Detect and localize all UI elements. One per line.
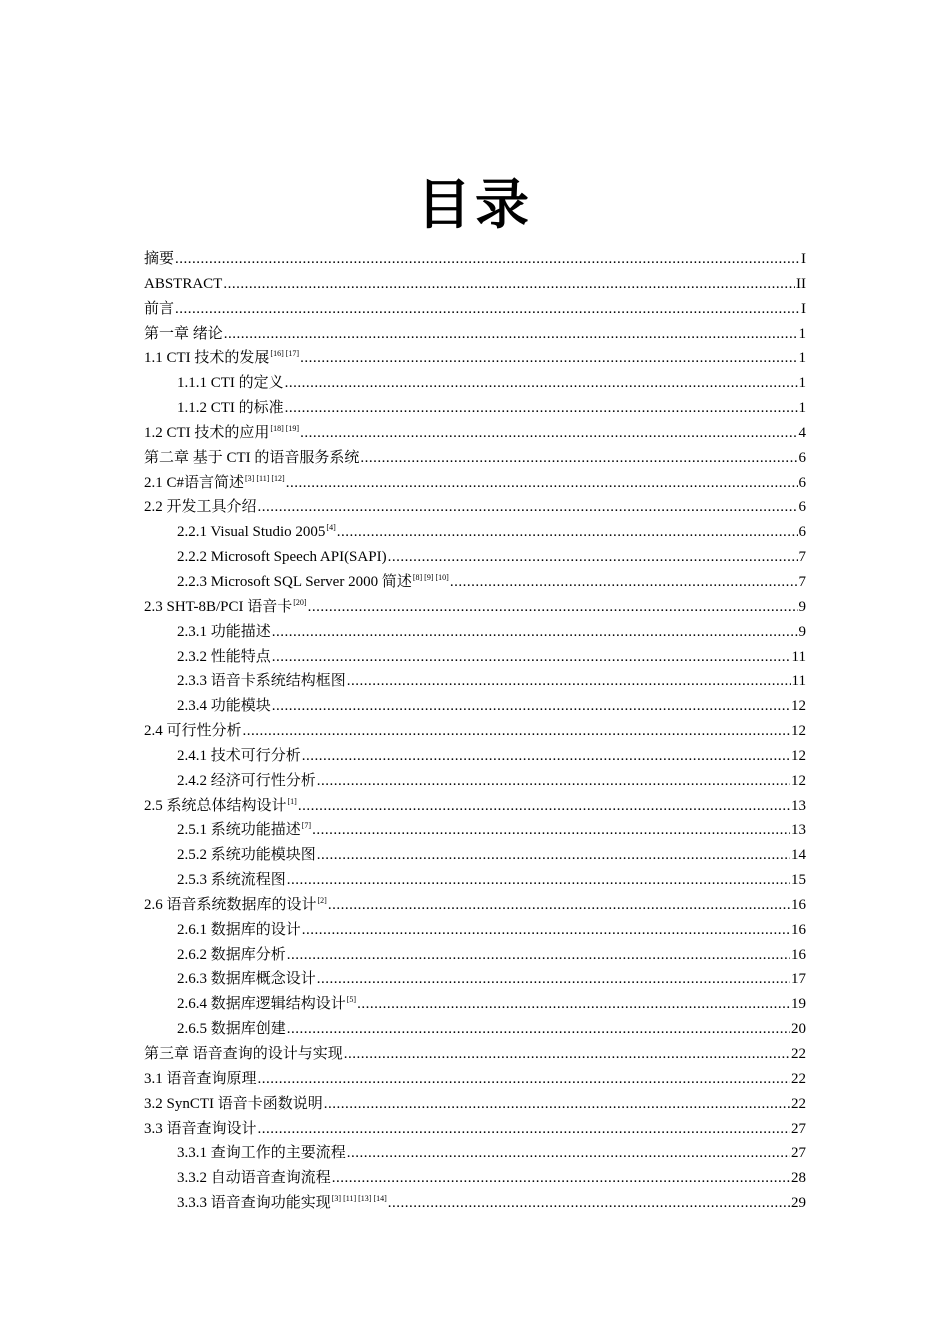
dot-leader <box>285 371 798 396</box>
toc-page-number: 16 <box>791 946 806 963</box>
citation-superscript: [20] <box>293 597 307 607</box>
toc-page-number: 4 <box>798 424 806 441</box>
dot-leader <box>287 943 790 968</box>
dot-leader <box>298 794 790 819</box>
toc-entry-label <box>177 967 316 992</box>
toc-entry-text: 2.3.4 功能模块 <box>177 698 271 715</box>
toc-entry-text: 2.6.4 数据库逻辑结构设计 <box>177 996 346 1013</box>
toc-entry[interactable] <box>144 645 806 670</box>
toc-entry-label <box>144 471 285 496</box>
toc-page-number: 13 <box>791 797 806 814</box>
toc-page-number: 9 <box>798 598 806 615</box>
toc-entry[interactable] <box>144 620 806 645</box>
toc-entry-text: 2.2 开发工具介绍 <box>144 499 257 516</box>
toc-entry-text: 2.6.5 数据库创建 <box>177 1021 286 1038</box>
dot-leader <box>258 495 798 520</box>
toc-entry-label <box>177 868 286 893</box>
dot-leader <box>317 967 790 992</box>
toc-page-number: II <box>796 275 806 292</box>
dot-leader <box>224 322 798 347</box>
toc-entry-label <box>144 794 297 819</box>
citation-superscript: [5] <box>346 995 357 1005</box>
toc-page-number: 22 <box>791 1095 806 1112</box>
citation-superscript: [3] [11] [13] [14] <box>331 1194 387 1204</box>
toc-entry-label <box>177 645 271 670</box>
dot-leader <box>286 471 798 496</box>
toc-entry[interactable] <box>144 595 806 620</box>
toc-entry-label <box>177 918 301 943</box>
toc-entry-label <box>177 818 311 843</box>
toc-entry[interactable] <box>144 1017 806 1042</box>
toc-entry-text: 2.3.3 语音卡系统结构框图 <box>177 673 346 690</box>
toc-entry[interactable] <box>144 967 806 992</box>
dot-leader <box>328 893 790 918</box>
toc-entry[interactable] <box>144 1141 806 1166</box>
toc-title: 目录 <box>417 173 533 236</box>
toc-page-number: 11 <box>791 673 806 690</box>
toc-page-number: 15 <box>791 872 806 889</box>
toc-entry[interactable] <box>144 943 806 968</box>
toc-entry-label <box>144 893 327 918</box>
toc-entry[interactable] <box>144 346 806 371</box>
toc-entry-label <box>177 1191 387 1216</box>
toc-entry[interactable] <box>144 794 806 819</box>
dot-leader <box>450 570 798 595</box>
toc-entry[interactable] <box>144 843 806 868</box>
toc-entry-label <box>177 1017 286 1042</box>
toc-page-number: 19 <box>791 996 806 1013</box>
citation-superscript: [1] <box>287 796 297 806</box>
toc-entry-label <box>144 719 242 744</box>
dot-leader <box>175 247 800 272</box>
toc-page-number: 20 <box>791 1021 806 1038</box>
toc-page-number: 1 <box>798 325 806 342</box>
toc-entry-text: 2.5.1 系统功能描述 <box>177 822 301 839</box>
toc-entry[interactable] <box>144 893 806 918</box>
toc-entry-label <box>144 346 299 371</box>
toc-entry[interactable] <box>144 495 806 520</box>
toc-page-number: I <box>801 300 806 317</box>
toc-page-number: 6 <box>798 499 806 516</box>
toc-entry[interactable] <box>144 297 806 322</box>
dot-leader <box>388 545 798 570</box>
toc-entry-label <box>177 371 284 396</box>
toc-entry-text: 3.1 语音查询原理 <box>144 1070 257 1087</box>
toc-entry-text: 1.2 CTI 技术的应用 <box>144 424 270 441</box>
toc-entry[interactable] <box>144 545 806 570</box>
toc-entry-text: 第一章 绪论 <box>144 325 223 342</box>
toc-entry-text: 2.5.2 系统功能模块图 <box>177 847 316 864</box>
toc-page-number: 12 <box>791 747 806 764</box>
toc-entry-text: 3.3.3 语音查询功能实现 <box>177 1195 331 1212</box>
toc-entry-label <box>177 992 356 1017</box>
toc-page-number: 12 <box>791 772 806 789</box>
toc-page-number: 16 <box>791 921 806 938</box>
toc-entry-label <box>144 1092 323 1117</box>
dot-leader <box>223 272 795 297</box>
toc-entry-text: 2.1 C#语言简述 <box>144 474 245 491</box>
toc-entry-text: 2.5 系统总体结构设计 <box>144 797 287 814</box>
dot-leader <box>388 1191 790 1216</box>
toc-entry-label <box>177 744 301 769</box>
toc-page-number: 11 <box>791 648 806 665</box>
toc-entry[interactable] <box>144 520 806 545</box>
toc-entry-text: 2.2.3 Microsoft SQL Server 2000 简述 <box>177 573 412 590</box>
dot-leader <box>347 1141 790 1166</box>
dot-leader <box>272 645 791 670</box>
toc-entry[interactable] <box>144 396 806 421</box>
toc-entry-label <box>144 421 299 446</box>
dot-leader <box>347 669 791 694</box>
dot-leader <box>332 1166 790 1191</box>
dot-leader <box>317 843 790 868</box>
toc-entry-text: 2.3.1 功能描述 <box>177 623 271 640</box>
toc-page-number: 28 <box>791 1170 806 1187</box>
toc-entry-label <box>144 495 257 520</box>
toc-entry[interactable] <box>144 818 806 843</box>
dot-leader <box>300 346 797 371</box>
toc-entry-label <box>177 520 336 545</box>
toc-page-number: 6 <box>798 449 806 466</box>
toc-entry-label <box>177 943 286 968</box>
toc-entry-label <box>144 247 174 272</box>
toc-entry[interactable] <box>144 1092 806 1117</box>
toc-entry-text: 2.6 语音系统数据库的设计 <box>144 896 317 913</box>
toc-entry-text: 1.1.2 CTI 的标准 <box>177 400 284 417</box>
toc-entry-text: 3.3.2 自动语音查询流程 <box>177 1170 331 1187</box>
toc-entry-text: 2.6.1 数据库的设计 <box>177 921 301 938</box>
dot-leader <box>317 769 790 794</box>
toc-entry-text: 1.1.1 CTI 的定义 <box>177 375 284 392</box>
dot-leader <box>357 992 790 1017</box>
toc-entry[interactable] <box>144 694 806 719</box>
toc-entry-label <box>144 1067 257 1092</box>
toc-page-number: 27 <box>791 1145 806 1162</box>
toc-page-number: 17 <box>791 971 806 988</box>
toc-page-number: 27 <box>791 1120 806 1137</box>
toc-entry[interactable] <box>144 992 806 1017</box>
toc-page-number: 14 <box>791 847 806 864</box>
citation-superscript: [2] <box>317 895 327 905</box>
toc-entry-text: 2.3 SHT-8B/PCI 语音卡 <box>144 598 293 615</box>
dot-leader <box>344 1042 790 1067</box>
citation-superscript: [4] <box>326 523 336 533</box>
toc-entry[interactable] <box>144 421 806 446</box>
toc-entry-text: 2.3.2 性能特点 <box>177 648 271 665</box>
citation-superscript: [3] [11] [12] <box>245 473 285 483</box>
toc-entry-label <box>144 446 359 471</box>
toc-page-number: 6 <box>798 524 806 541</box>
toc-entry[interactable] <box>144 1067 806 1092</box>
toc-entry[interactable] <box>144 1117 806 1142</box>
toc-entry-text: 2.2.2 Microsoft Speech API(SAPI) <box>177 549 387 566</box>
toc-entry-text: 第二章 基于 CTI 的语音服务系统 <box>144 449 360 466</box>
toc-page-number: 22 <box>791 1070 806 1087</box>
toc-entry-text: 3.3 语音查询设计 <box>144 1120 257 1137</box>
toc-entry[interactable] <box>144 1042 806 1067</box>
toc-entry[interactable] <box>144 570 806 595</box>
toc-entry[interactable] <box>144 446 806 471</box>
toc-entry[interactable] <box>144 272 806 297</box>
toc-page-number: 16 <box>791 896 806 913</box>
toc-entry-text: 第三章 语音查询的设计与实现 <box>144 1046 343 1062</box>
toc-page-number: 1 <box>798 400 806 417</box>
toc-entry-label <box>144 1042 343 1067</box>
toc-entry[interactable] <box>144 247 806 272</box>
toc-page-number: 1 <box>798 350 806 367</box>
toc-entry-text: 前言 <box>144 300 175 317</box>
toc-entry-text: 2.2.1 Visual Studio 2005 <box>177 524 326 541</box>
toc-entry-text: 摘要 <box>144 251 175 267</box>
toc-page-number: 9 <box>798 623 806 640</box>
dot-leader <box>337 520 798 545</box>
toc-entry-label <box>177 396 284 421</box>
toc-entry-text: 1.1 CTI 技术的发展 <box>144 350 270 367</box>
dot-leader <box>243 719 790 744</box>
toc-page-number: 7 <box>798 549 806 566</box>
toc-entry-text: 2.6.3 数据库概念设计 <box>177 971 316 988</box>
toc-page-number: 6 <box>798 474 806 491</box>
toc-entry[interactable] <box>144 371 806 396</box>
toc-page-number: 7 <box>798 573 806 590</box>
toc-entry-label <box>177 1166 331 1191</box>
toc-entry[interactable] <box>144 744 806 769</box>
toc-entry[interactable] <box>144 918 806 943</box>
dot-leader <box>287 1017 790 1042</box>
toc-page-number: 12 <box>791 723 806 740</box>
toc-entry-label <box>177 843 316 868</box>
toc-entry-label <box>177 1141 346 1166</box>
toc-page-number: I <box>801 251 806 267</box>
toc-entry-label <box>144 297 174 322</box>
toc-entry[interactable] <box>144 322 806 347</box>
toc-entry-label <box>144 1117 257 1142</box>
toc-page-number: 13 <box>791 822 806 839</box>
table-of-contents <box>144 247 806 1216</box>
dot-leader <box>300 421 797 446</box>
toc-entry[interactable] <box>144 1166 806 1191</box>
dot-leader <box>287 868 790 893</box>
toc-page-number: 1 <box>798 375 806 392</box>
citation-superscript: [18] [19] <box>270 423 300 433</box>
toc-entry-text: 2.5.3 系统流程图 <box>177 872 286 889</box>
toc-entry[interactable] <box>144 769 806 794</box>
toc-entry-label <box>144 595 307 620</box>
dot-leader <box>312 818 790 843</box>
dot-leader <box>302 918 790 943</box>
toc-entry-text: 3.2 SynCTI 语音卡函数说明 <box>144 1095 323 1112</box>
citation-superscript: [16] [17] <box>270 349 300 359</box>
citation-superscript: [8] [9] [10] <box>412 572 449 582</box>
toc-entry-label <box>177 545 387 570</box>
toc-entry-label <box>177 570 449 595</box>
dot-leader <box>272 694 790 719</box>
dot-leader <box>308 595 798 620</box>
toc-page-number: 12 <box>791 698 806 715</box>
dot-leader <box>175 297 800 322</box>
toc-entry-label <box>144 322 223 347</box>
dot-leader <box>324 1092 790 1117</box>
toc-entry-text: ABSTRACT <box>144 275 223 292</box>
toc-entry-label <box>177 669 346 694</box>
toc-entry[interactable] <box>144 471 806 496</box>
toc-page-number: 29 <box>791 1195 806 1212</box>
dot-leader <box>360 446 797 471</box>
toc-entry-text: 2.4.2 经济可行性分析 <box>177 772 316 789</box>
dot-leader <box>258 1117 790 1142</box>
dot-leader <box>302 744 790 769</box>
dot-leader <box>258 1067 790 1092</box>
dot-leader <box>285 396 798 421</box>
toc-entry-label <box>177 694 271 719</box>
toc-entry[interactable] <box>144 1191 806 1216</box>
toc-entry-text: 3.3.1 查询工作的主要流程 <box>177 1145 346 1162</box>
toc-entry[interactable] <box>144 719 806 744</box>
toc-entry-text: 2.4 可行性分析 <box>144 723 242 740</box>
toc-entry-text: 2.6.2 数据库分析 <box>177 946 286 963</box>
dot-leader <box>272 620 798 645</box>
toc-page-number: 22 <box>791 1046 806 1062</box>
toc-entry-text: 2.4.1 技术可行分析 <box>177 747 301 764</box>
toc-entry[interactable] <box>144 868 806 893</box>
citation-superscript: [7] <box>301 821 312 831</box>
toc-entry[interactable] <box>144 669 806 694</box>
toc-entry-label <box>177 769 316 794</box>
toc-entry-label <box>144 272 222 297</box>
toc-entry-label <box>177 620 271 645</box>
